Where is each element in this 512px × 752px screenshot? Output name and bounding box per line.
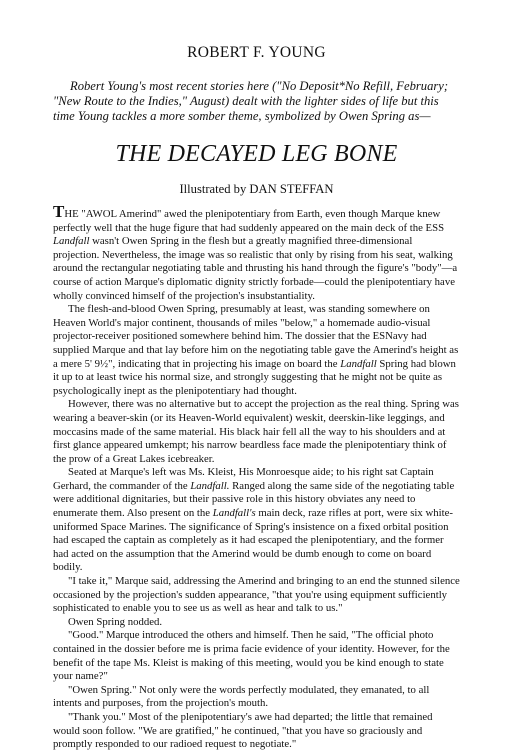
paragraph-1: THE "AWOL Amerind" awed the plenipotentiary from Earth, even though Marque knew perfectly well that the huge figure that had suddenly appeared on the main deck of the ESS Landfall wasn't Owen Spring in the flesh but a greatly magnified three-dimensional projection. Nevertheless, the image was so realistic that only by rising from his seat, walking around the rectangular negotiating table and thrusting his hand through the figure's "body"—a course of action Marque's diplomatic dignity strictly forbade—could the plenipotentiary have wholly convinced himself of the projection's insubstantiality. — [53, 202, 458, 302]
ship-name: Landfall — [53, 235, 90, 248]
ship-name: Landfall — [340, 357, 377, 370]
ship-name: Landfall. — [190, 479, 230, 492]
drop-cap: T — [53, 202, 65, 221]
paragraph-4: Seated at Marque's left was Ms. Kleist, His Monroesque aide; to his right sat Captain Gerhard, the commander of the Landfall. Ranged along the same side of the negotiating table were additional dignitaries, but their passive role in this history obviates any need to enumerate them. Also present on the Landfall's main deck, raze rifles at port, were six white-uniformed Space Marines. The significance of Spring's insistence on a fixed orbital position had escaped the captain as completely as it had escaped the plenipotentiary, and the former had acted on the assumption that the Amerind would be dumb enough to come on board bodily. — [53, 466, 455, 574]
paragraph-3: However, there was no alternative but to accept the projection as the real thing. Spring was wearing a beaver-skin (or its Heaven-World equivalent) weskit, deerskin-like leggings, and moccasins made of the same material. His black hair fell all the way to his shoulders and at first glance appeared umkempt; his narrow beardless face made the plenipotentiary think of the prow of a Great Lakes icebreaker. — [53, 398, 459, 465]
paragraph-7: "Good." Marque introduced the others and himself. Then he said, "The official photo contained in the dossier before me is prima facie evidence of your identity. However, for the benefit of the tape Ms. Kleist is making of this meeting, would you be kind enough to state your name?" — [53, 629, 450, 683]
paragraph-6: Owen Spring nodded. — [68, 615, 163, 628]
paragraph-2: The flesh-and-blood Owen Spring, presumably at least, was standing somewhere on Heaven World's major continent, thousands of miles "below," a homemade audio-visual projector-receiver positioned somewhere behind him. The dossier that the ESNavy had supplied Marque and that lay before him on the negotiating table gave the Amerind's height as a mere 5' 9½", indicating that in projecting his image on board the Landfall Spring had blown it up to at least twice his normal size, and strongly suggesting that he might not be quite as psychologically inept as the plenipotentiary had thought. — [53, 303, 459, 397]
paragraph-8: "Owen Spring." Not only were the words perfectly modulated, they emanated, to all intents and purposes, from the projection's mouth. — [53, 683, 430, 710]
ship-name: Landfall's — [212, 507, 256, 520]
illustrator-credit: Illustrated by DAN STEFFAN — [179, 182, 334, 196]
author-name: ROBERT F. YOUNG — [187, 44, 326, 61]
story-title: THE DECAYED LEG BONE — [115, 141, 398, 167]
paragraph-9: "Thank you." Most of the plenipotentiary's awe had departed; the little that remained would soon follow. "We are gratified," he continued, "that you have so graciously and promptly responded to our radioed request to negotiate." — [53, 710, 433, 751]
story-body — [53, 202, 460, 752]
paragraph-5: "I take it," Marque said, addressing the Amerind and bringing to an end the stunned silence occasioned by the projection's sudden appearance, "that you're using equipment sufficiently sophisticated to enable you to see us as well as hear and talk to us." — [53, 575, 460, 615]
story-intro: Robert Young's most recent stories here ("No Deposit*No Refill, February; "New Route to the Indies," August) dealt with the lighter sides of life but this time Young tackles a more somber theme, symbolized by Owen Spring as— — [53, 79, 449, 123]
